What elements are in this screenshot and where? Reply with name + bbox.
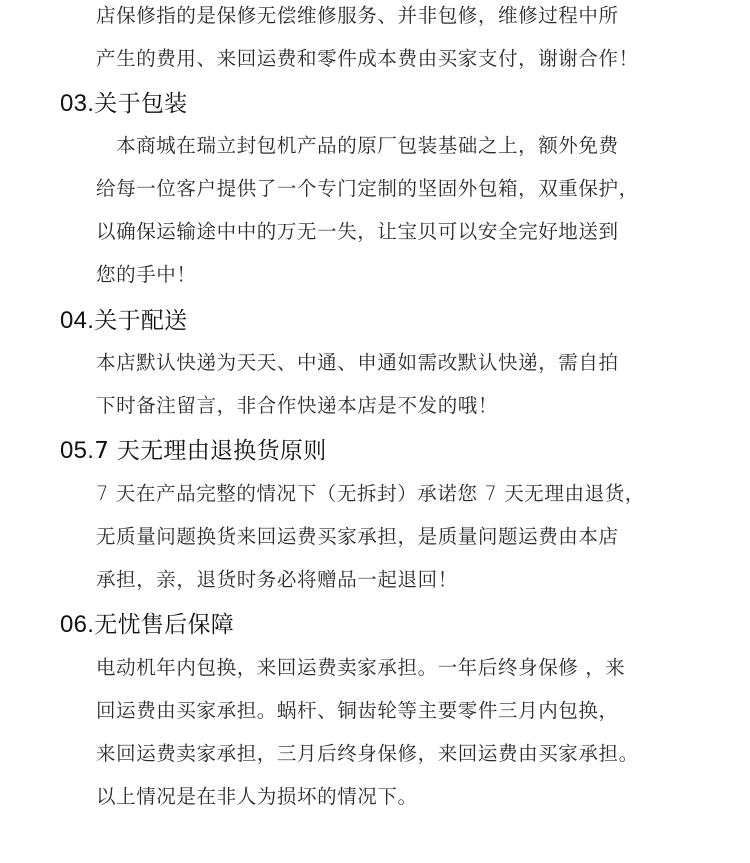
after-sales-paragraph <box>96 646 696 818</box>
paragraph-line: 店保修指的是保修无偿维修服务、并非包修，维修过程中所 <box>96 4 619 27</box>
paragraph-line: 无质量问题换货来回运费买家承担，是质量问题运费由本店 <box>96 525 619 548</box>
paragraph-line: 您的手中！ <box>96 263 197 286</box>
section-title: 关于配送 <box>94 308 188 334</box>
section-title: 无忧售后保障 <box>94 612 235 638</box>
paragraph-line: 来回运费卖家承担，三月后终身保修，来回运费由买家承担。 <box>96 742 639 765</box>
paragraph-line: 给每一位客户提供了一个专门定制的坚固外包箱，双重保护， <box>96 177 639 200</box>
paragraph-line: 产生的费用、来回运费和零件成本费由买家支付，谢谢合作！ <box>96 47 639 70</box>
paragraph-line: 以上情况是在非人为损坏的情况下。 <box>96 785 418 808</box>
section-title: 7 天无理由退换货原则 <box>94 438 327 464</box>
section-heading-after-sales <box>60 609 234 641</box>
section-heading-delivery <box>60 305 187 337</box>
paragraph-line: 7 天在产品完整的情况下（无拆封）承诺您 7 天无理由退货， <box>96 482 645 505</box>
section-heading-returns <box>60 435 327 467</box>
paragraph-line: 下时备注留言，非合作快递本店是不发的哦！ <box>96 394 499 417</box>
section-heading-packaging <box>60 88 187 120</box>
paragraph-line: 本商城在瑞立封包机产品的原厂包装基础之上，额外免费 <box>96 134 619 157</box>
delivery-paragraph <box>96 341 696 427</box>
paragraph-line: 承担，亲，退货时务必将赠品一起退回！ <box>96 568 458 591</box>
returns-paragraph <box>96 472 696 601</box>
paragraph-line: 以确保运输途中中的万无一失，让宝贝可以安全完好地送到 <box>96 220 619 243</box>
section-title: 关于包装 <box>94 91 188 117</box>
packaging-paragraph <box>96 124 696 296</box>
section-number: 05. <box>60 437 95 464</box>
section-number: 04. <box>60 307 95 334</box>
paragraph-line: 本店默认快递为天天、中通、申通如需改默认快递，需自拍 <box>96 351 619 374</box>
intro-paragraph <box>96 0 696 80</box>
paragraph-line: 电动机年内包换，来回运费卖家承担。一年后终身保修 ，来 <box>96 656 626 679</box>
section-number: 03. <box>60 90 95 117</box>
section-number: 06. <box>60 611 95 638</box>
paragraph-line: 回运费由买家承担。蜗杆、铜齿轮等主要零件三月内包换， <box>96 699 619 722</box>
